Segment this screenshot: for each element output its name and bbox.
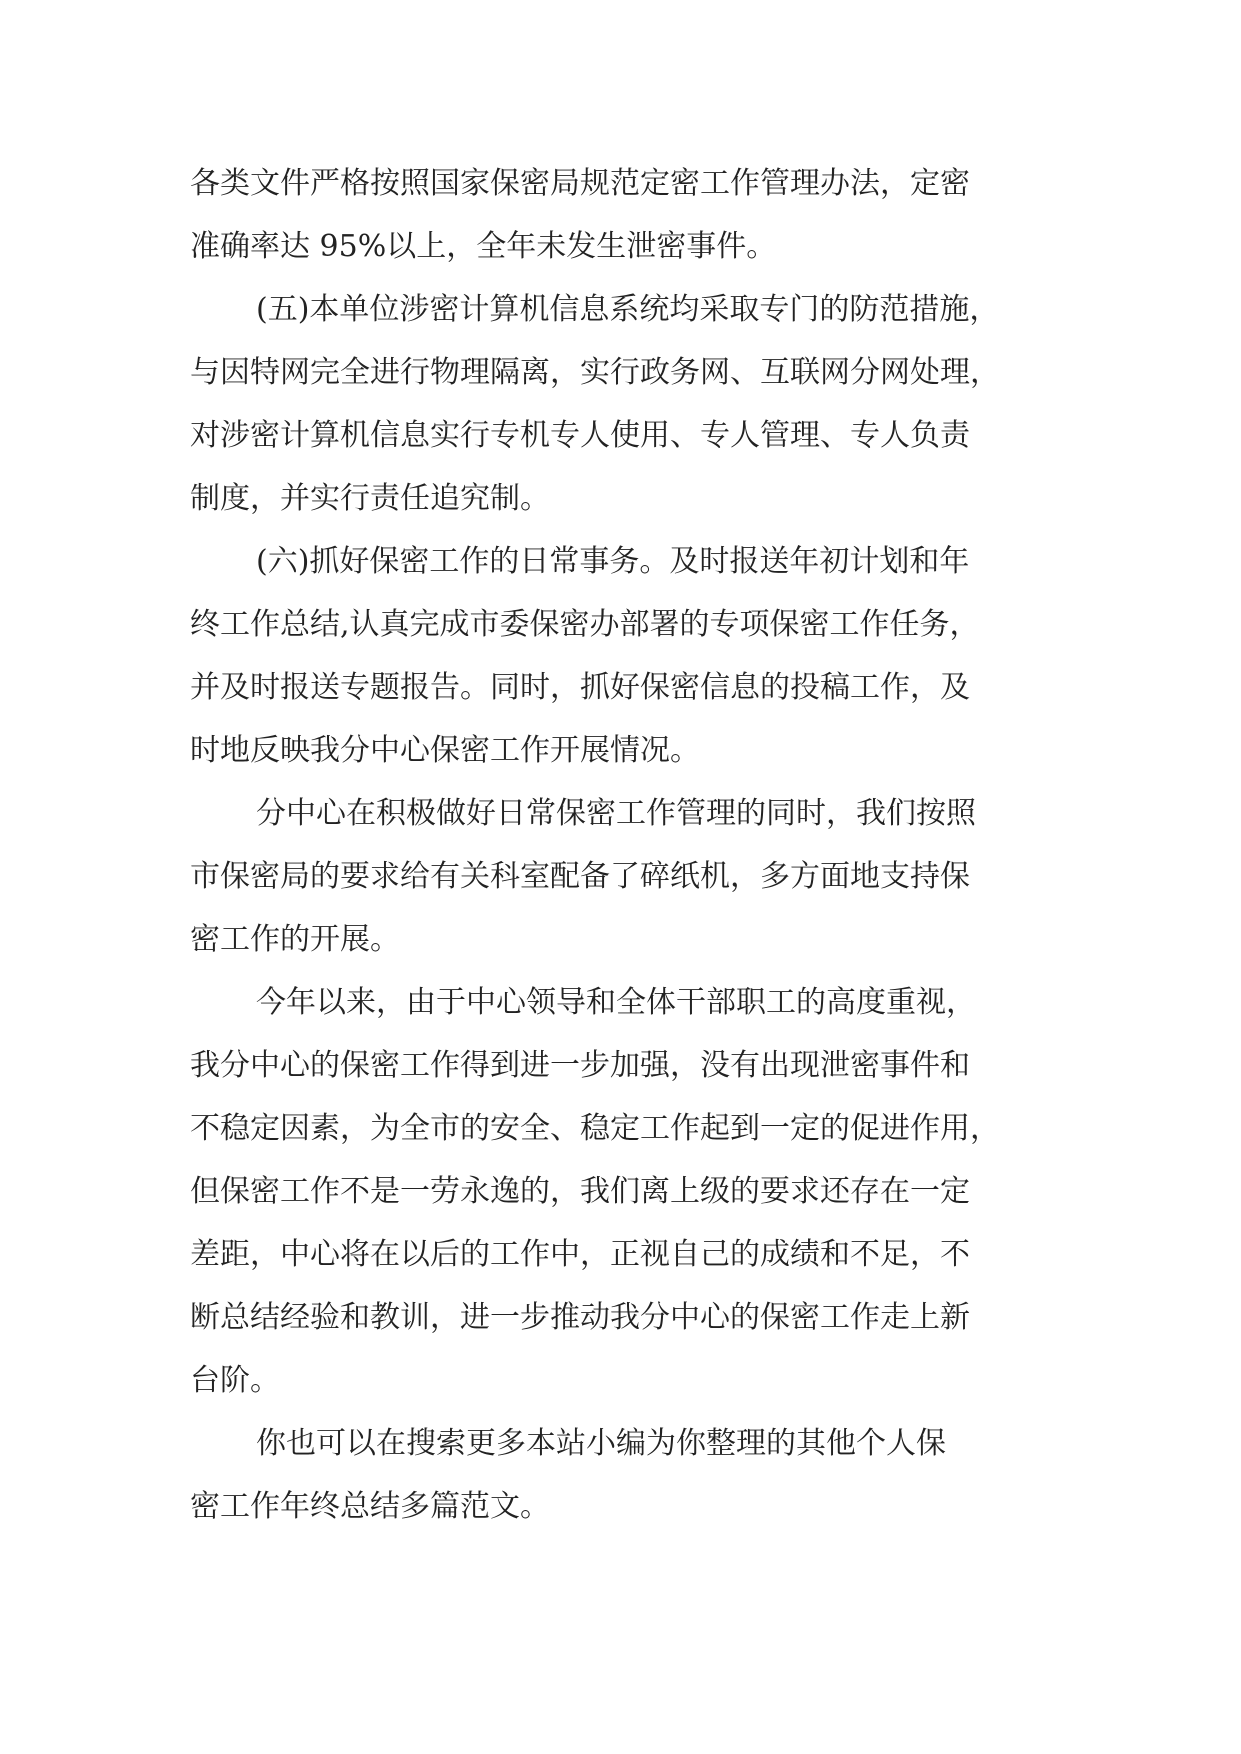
text-line: 制度，并实行责任追究制。	[190, 481, 550, 516]
text-line: 时地反映我分中心保密工作开展情况。	[190, 733, 700, 768]
text-line: 对涉密计算机信息实行专机专人使用、专人管理、专人负责	[190, 418, 970, 453]
text-line: 我分中心的保密工作得到进一步加强，没有出现泄密事件和	[190, 1048, 970, 1083]
text-line: 准确率达 95%以上，全年未发生泄密事件。	[190, 229, 777, 264]
text-line: 差距，中心将在以后的工作中，正视自己的成绩和不足，不	[190, 1237, 970, 1272]
text-line: 断总结经验和教训，进一步推动我分中心的保密工作走上新	[190, 1300, 970, 1335]
document-body	[190, 160, 1040, 1546]
text-line: 密工作年终总结多篇范文。	[190, 1489, 550, 1524]
text-line: 分中心在积极做好日常保密工作管理的同时，我们按照	[256, 796, 976, 831]
text-line: 不稳定因素，为全市的安全、稳定工作起到一定的促进作用，	[190, 1111, 1000, 1146]
text-line: 密工作的开展。	[190, 922, 400, 957]
text-line: 与因特网完全进行物理隔离，实行政务网、互联网分网处理，	[190, 355, 1000, 390]
text-line: 但保密工作不是一劳永逸的，我们离上级的要求还存在一定	[190, 1174, 970, 1209]
text-line: 终工作总结,认真完成市委保密办部署的专项保密工作任务，	[190, 607, 980, 642]
text-line: (五)本单位涉密计算机信息系统均采取专门的防范措施，	[256, 292, 1000, 327]
text-line: 各类文件严格按照国家保密局规范定密工作管理办法，定密	[190, 166, 970, 201]
text-line: 市保密局的要求给有关科室配备了碎纸机，多方面地支持保	[190, 859, 970, 894]
text-line: 你也可以在搜索更多本站小编为你整理的其他个人保	[256, 1426, 946, 1461]
text-line: 今年以来，由于中心领导和全体干部职工的高度重视，	[256, 985, 976, 1020]
text-line: 并及时报送专题报告。同时，抓好保密信息的投稿工作，及	[190, 670, 970, 705]
text-line: 台阶。	[190, 1363, 280, 1398]
text-line: (六)抓好保密工作的日常事务。及时报送年初计划和年	[256, 544, 970, 579]
